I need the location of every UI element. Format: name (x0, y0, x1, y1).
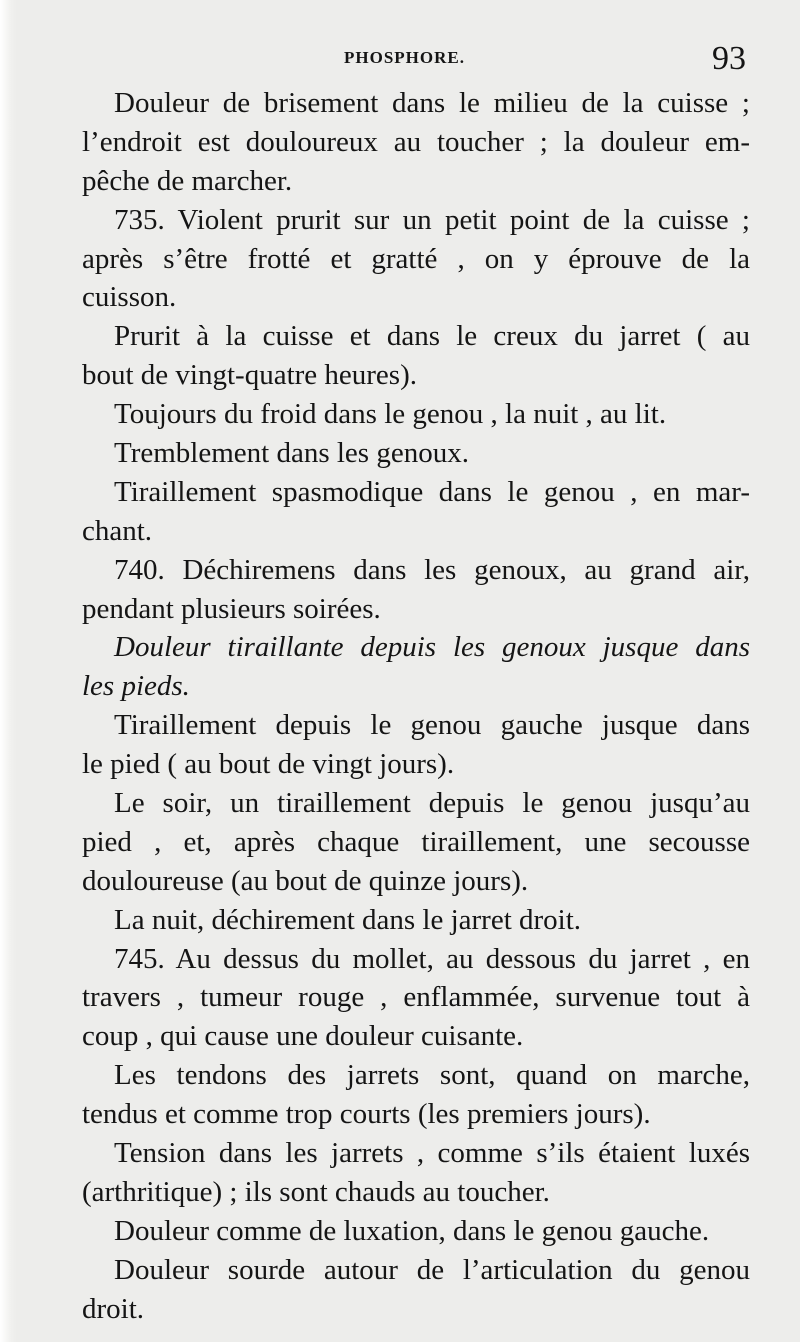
text-line: travers , tumeur rouge , enflammée, survenue tout à (82, 981, 750, 1014)
text-line: 735. Violent prurit sur un petit point de la cuisse ; (114, 203, 750, 236)
text-line: 745. Au dessus du mollet, au dessous du jarret , en (114, 942, 750, 975)
text-line: Tiraillement spasmodique dans le genou , en mar- (114, 475, 750, 508)
text-line: pêche de marcher. (82, 164, 293, 197)
text-line: l’endroit est douloureux au toucher ; la douleur em- (82, 125, 750, 158)
text-line: Toujours du froid dans le genou , la nuit , au lit. (114, 398, 667, 431)
text-line: cuisson. (82, 281, 177, 314)
page-header (0, 40, 800, 90)
running-title: PHOSPHORE. (344, 48, 465, 67)
text-line: les pieds. (82, 670, 190, 703)
text-line: Tiraillement depuis le genou gauche jusque dans (114, 709, 750, 742)
page-binding-edge (0, 0, 16, 1342)
text-line: Douleur de brisement dans le milieu de la cuisse ; (114, 87, 750, 119)
text-line: bout de vingt-quatre heures). (82, 359, 418, 392)
text-line: Douleur comme de luxation, dans le genou gauche. (114, 1214, 710, 1247)
text-line: Douleur sourde autour de l’articulation du genou (114, 1253, 750, 1286)
text-line: après s’être frotté et gratté , on y éprouve de la (82, 242, 750, 275)
body-text (82, 84, 750, 1329)
text-line: Tension dans les jarrets , comme s’ils étaient luxés (114, 1137, 750, 1170)
text-line: coup , qui cause une douleur cuisante. (82, 1020, 524, 1053)
text-line: 740. Déchiremens dans les genoux, au grand air, (114, 553, 750, 586)
text-line: Douleur tiraillante depuis les genoux jusque dans (114, 631, 750, 664)
text-line: Les tendons des jarrets sont, quand on marche, (114, 1059, 750, 1092)
text-line: tendus et comme trop courts (les premiers jours). (82, 1098, 651, 1131)
text-line: chant. (82, 514, 153, 547)
text-line: Le soir, un tiraillement depuis le genou jusqu’au (114, 787, 750, 820)
text-line: le pied ( au bout de vingt jours). (82, 748, 455, 781)
page-number: 93 (712, 40, 746, 77)
text-line: pendant plusieurs soirées. (82, 592, 381, 625)
text-line: (arthritique) ; ils sont chauds au toucher. (82, 1175, 550, 1208)
text-line: douloureuse (au bout de quinze jours). (82, 864, 529, 897)
text-line: Prurit à la cuisse et dans le creux du jarret ( au (114, 320, 750, 353)
text-line: pied , et, après chaque tiraillement, une secousse (82, 825, 750, 858)
text-line: La nuit, déchirement dans le jarret droit. (114, 903, 582, 936)
text-line: Tremblement dans les genoux. (114, 437, 469, 470)
text-line: droit. (82, 1292, 145, 1325)
